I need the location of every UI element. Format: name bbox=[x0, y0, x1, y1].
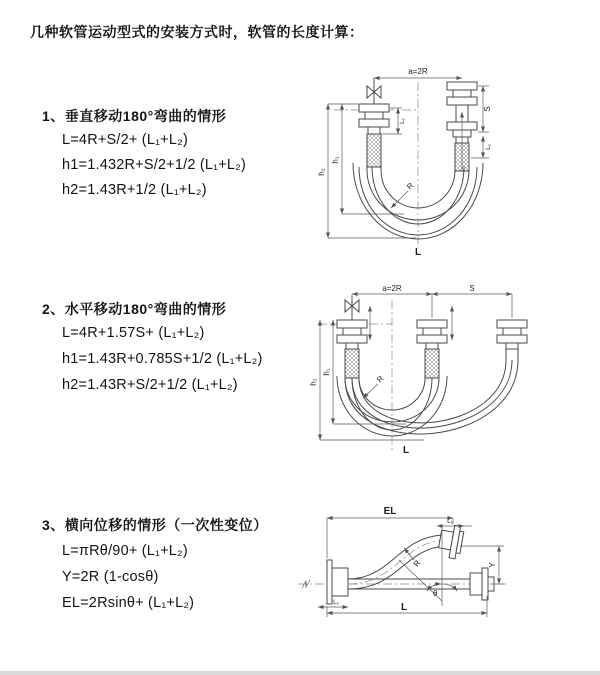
vertical-bend-diagram bbox=[312, 62, 580, 260]
dim-label-h1: h₁ bbox=[331, 156, 340, 164]
curved-hose bbox=[348, 535, 444, 589]
section-2-formula-3: h2=1.43R+S/2+1/2 (L₁+L₂) bbox=[62, 377, 238, 393]
dim-label-l1-top: L₁ bbox=[447, 518, 453, 525]
section-3-heading: 3、横向位移的情形（一次性变位） bbox=[42, 517, 268, 533]
braided-hose-section bbox=[345, 349, 359, 378]
dim-label-h2: h₂ bbox=[317, 168, 326, 176]
lateral-displacement-diagram bbox=[296, 494, 596, 664]
section-2-heading: 2、水平移动180°弯曲的情形 bbox=[42, 301, 227, 317]
dim-label-radius: R bbox=[405, 181, 416, 192]
section-1-formula-2: h1=1.432R+S/2+1/2 (L₁+L₂) bbox=[62, 157, 247, 173]
dim-label-l1-right: L₁ bbox=[485, 144, 492, 150]
left-fitting bbox=[337, 320, 367, 378]
dim-label-theta: θ bbox=[433, 589, 438, 598]
valve-icon bbox=[367, 78, 381, 104]
dimensions bbox=[309, 284, 512, 456]
dim-label-h1: h₁ bbox=[322, 368, 331, 376]
dim-label-s: S bbox=[483, 106, 492, 112]
dim-label-el: EL bbox=[383, 506, 397, 517]
dim-label-l1-left: L₁ bbox=[399, 118, 406, 124]
dim-label-length: L bbox=[400, 602, 408, 613]
left-flange bbox=[327, 560, 348, 604]
section-1-heading: 1、垂直移动180°弯曲的情形 bbox=[42, 108, 227, 124]
section-3-formula-3: EL=2Rsinθ+ (L₁+L₂) bbox=[62, 595, 195, 611]
dim-label-h2: h₂ bbox=[309, 378, 318, 386]
section-2-formula-1: L=4R+1.57S+ (L₁+L₂) bbox=[62, 325, 205, 341]
left-fitting bbox=[359, 104, 389, 167]
dim-label-length: L bbox=[414, 247, 422, 258]
dim-label-radius: R bbox=[411, 558, 423, 569]
right-fitting bbox=[497, 320, 527, 360]
dim-label-span: a=2R bbox=[382, 284, 402, 293]
dim-label-s: S bbox=[469, 284, 475, 293]
right-flange-upper bbox=[437, 523, 464, 559]
section-1-formula-1: L=4R+S/2+ (L₁+L₂) bbox=[62, 132, 188, 148]
braided-hose-section bbox=[367, 134, 381, 167]
section-1-formula-3: h2=1.43R+1/2 (L₁+L₂) bbox=[62, 182, 207, 198]
braided-hose-section bbox=[425, 349, 439, 378]
dim-label-span: a=2R bbox=[408, 67, 428, 76]
dimensions bbox=[318, 506, 504, 617]
page-bottom-edge bbox=[0, 671, 600, 675]
horizontal-bend-diagram bbox=[306, 280, 594, 458]
section-3-formula-1: L=πRθ/90+ (L₁+L₂) bbox=[62, 543, 188, 559]
dim-label-l1-bottom: L₁ bbox=[333, 599, 339, 606]
dim-label-length: L bbox=[402, 445, 410, 456]
dim-label-radius: R bbox=[375, 374, 386, 385]
section-2-formula-2: h1=1.43R+0.785S+1/2 (L₁+L₂) bbox=[62, 351, 263, 367]
middle-fitting bbox=[417, 320, 447, 378]
dim-label-y: Y bbox=[488, 562, 497, 568]
page-title: 几种软管运动型式的安装方式时，软管的长度计算： bbox=[30, 24, 364, 40]
section-3-formula-2: Y=2R (1-cosθ) bbox=[62, 569, 159, 585]
